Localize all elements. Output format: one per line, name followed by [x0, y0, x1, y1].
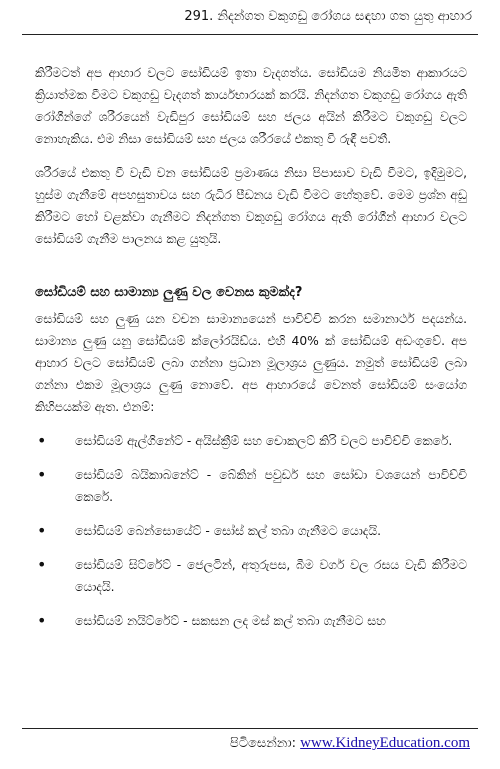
list-item-text: සෝඩියම් සිට්රේට් - ජෙලටින්, අතුරුපස, බීම වර්ග වල රසය වැඩි කිරීමට යොදයි.	[75, 558, 467, 594]
bullet-icon: •	[37, 555, 47, 574]
list-item-text: සෝඩියම් බයිකාබනේට් - බේකින් පවුඩර් සහ සෝඩා වශයෙන් පාවිච්චි කෙරේ.	[75, 468, 467, 504]
bullet-icon: •	[37, 465, 47, 484]
page-footer	[22, 728, 478, 751]
list-item	[35, 520, 467, 542]
list-item-text: සෝඩියම් ඇල්ගිනේට් - අයිස්ක්‍රීම් සහ චොකලට් කිරි වලට පාවිච්චි කෙරේ.	[75, 434, 453, 448]
sodium-compound-list	[35, 430, 467, 632]
page-header	[22, 0, 478, 35]
body-paragraph: ශරීරයේ එකතු වී වැඩි වන සෝඩියම් ප්‍රමාණය නිසා පිපාසාව වැඩි වීමට, ඉදිමුමට, හුස්ම ගැනීමේ අපහසුතාවය සහ රුධිර පීඩනය වැඩි වීමට හේතුවේ. මෙම ප්‍රශ්න අඩු කිරීමට හෝ වළක්වා ගැනීමට නිදන්ගත වකුගඩු රෝගය ඇති රෝගීන් ආහාර වලට සෝඩියම් ගැනීම පාලනය කළ යුතුයි.	[35, 166, 467, 246]
list-item	[35, 464, 467, 508]
list-item	[35, 610, 467, 632]
footer-label: පිටිසෙන්නා:	[229, 736, 297, 751]
list-item	[35, 554, 467, 598]
bullet-icon: •	[37, 611, 47, 630]
section-heading: සෝඩියම් සහ සාමාන්‍ය ලුණු වල වෙනස කුමක්ද?	[35, 285, 303, 300]
kidney-education-link[interactable]: www.KidneyEducation.com	[300, 735, 470, 751]
list-item-text: සෝඩියම් නයිට්රේට් - සකසන ලද මස් කල් තබා ගැනීමට සහ	[75, 614, 386, 628]
list-item	[35, 430, 467, 452]
body-paragraph: කිරීමටත් අප ආහාර වලට සෝඩියම් ඉතා වැදගත්ය. සෝඩියම නියමිත ආකාරයට ක්‍රියාත්මක වීමට වකුගඩු වැදගත් කාර්යභාරයක් කරයි. නිදන්ගත වකුගඩු රෝගය ඇති රෝගීන්ගේ ශරීරයෙන් වැඩිපුර සෝඩියම් සහ ජලය අයින් කිරීමට වකුගඩු වලට නොහැකිය. එම නිසා සෝඩියම් සහ ජලය ශරීරයේ එකතු වී රුඳී පවතී.	[35, 66, 467, 146]
bullet-icon: •	[37, 521, 47, 540]
footer-source	[230, 735, 470, 752]
section-intro: සෝඩියම් සහ ලුණු යන වචන සාමාන්‍යයෙන් පාවිච්චි කරන සමානාර්ථ පදයන්ය. සාමාන්‍ය ලුණු යනු සෝඩියම් ක්ලෝරයිඩ්ය. එහි 40% ක් සෝඩියම් අඩංගුවේ. අප ආහාර වලට සෝඩියම් ලබා ගන්නා ප්‍රධාන මූලාශ්‍රය ලුණුය. නමුත් සෝඩියම් ලබා ගන්නා එකම මූලාශ්‍රය ලුණු නොවේ. අප ආහාරයේ වෙනත් සෝඩියම් සංයෝග කිහිපයක්ම ඇත. එනම්:	[35, 312, 467, 414]
list-item-text: සෝඩියම් බෙන්සොයේට් - සෝස් කල් තබා ගැනීමට යොදයි.	[75, 524, 381, 538]
bullet-icon: •	[37, 431, 47, 450]
main-content	[35, 62, 467, 644]
page-title: 291. නිදන්ගත වකුගඩු රෝගය සඳහා ගත යුතු ආහාර	[184, 9, 472, 24]
